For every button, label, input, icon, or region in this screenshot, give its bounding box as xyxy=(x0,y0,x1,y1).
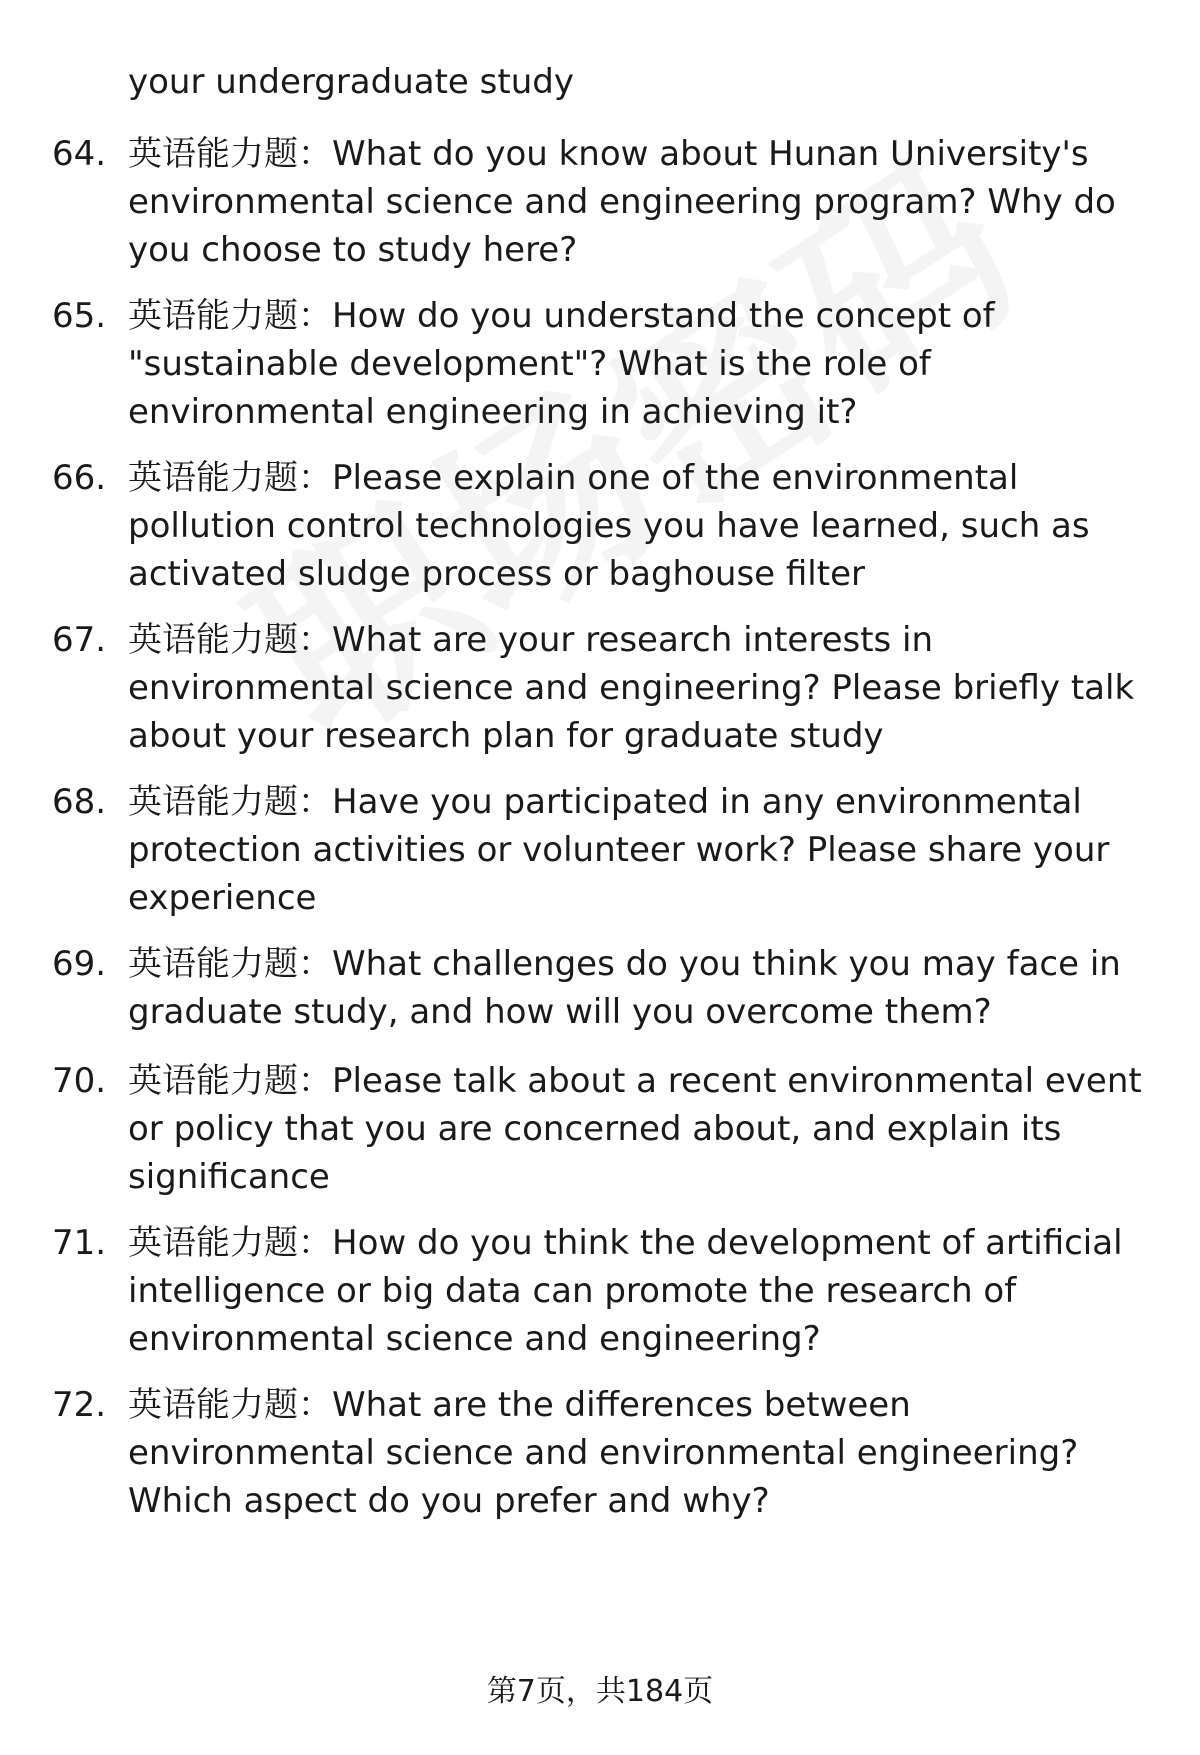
question-prefix: 英语能力题： xyxy=(128,134,332,174)
question-prefix: 英语能力题： xyxy=(128,1385,332,1425)
question-prefix: 英语能力题： xyxy=(128,620,332,660)
question-body: What are the differences between environmental science and environmental engineering? Which aspect do you prefer and why? xyxy=(128,1385,1079,1521)
question-number: 70. xyxy=(52,1061,107,1101)
question-item xyxy=(0,1381,1180,1525)
question-number: 71. xyxy=(52,1223,107,1263)
question-text xyxy=(128,130,1158,274)
page-footer: 第7页，共184页 xyxy=(486,1674,714,1709)
question-prefix: 英语能力题： xyxy=(128,1061,332,1101)
question-number: 66. xyxy=(52,458,107,498)
question-number: 65. xyxy=(52,296,107,336)
question-text xyxy=(128,1057,1158,1201)
question-text xyxy=(128,1219,1158,1363)
question-prefix: 英语能力题： xyxy=(128,944,332,984)
question-body: Please talk about a recent environmental event or policy that you are concerned about, and explain its significance xyxy=(128,1061,1142,1197)
question-text xyxy=(128,616,1158,760)
question-text xyxy=(128,940,1158,1036)
question-number: 69. xyxy=(52,944,107,984)
question-body: Please explain one of the environmental pollution control technologies you have learned, such as activated sludge process or baghouse filter xyxy=(128,458,1090,594)
lead-text: your undergraduate study xyxy=(128,62,574,102)
question-body: How do you think the development of artificial intelligence or big data can promote the research of environmental science and engineering? xyxy=(128,1223,1123,1359)
question-body: What challenges do you think you may face in graduate study, and how will you overcome them? xyxy=(128,944,1121,1032)
question-number: 67. xyxy=(52,620,107,660)
question-item xyxy=(0,454,1180,598)
question-text xyxy=(128,454,1158,598)
question-text xyxy=(128,292,1158,436)
question-number: 68. xyxy=(52,782,107,822)
question-item xyxy=(0,616,1180,760)
question-body: What do you know about Hunan University's environmental science and engineering program? Why do you choose to study here? xyxy=(128,134,1116,270)
question-item xyxy=(0,1057,1180,1201)
question-body: What are your research interests in environmental science and engineering? Please briefly talk about your research plan for graduate study xyxy=(128,620,1135,756)
question-item xyxy=(0,292,1180,436)
question-body: How do you understand the concept of "sustainable development"? What is the role of environmental engineering in achieving it? xyxy=(128,296,995,432)
question-item xyxy=(0,130,1180,274)
question-prefix: 英语能力题： xyxy=(128,458,332,498)
question-item xyxy=(0,940,1180,1036)
question-item xyxy=(0,1219,1180,1363)
question-number: 64. xyxy=(52,134,107,174)
question-prefix: 英语能力题： xyxy=(128,782,332,822)
question-body: Have you participated in any environmental protection activities or volunteer work? Please share your experience xyxy=(128,782,1110,918)
question-item xyxy=(0,778,1180,922)
question-prefix: 英语能力题： xyxy=(128,1223,332,1263)
question-text xyxy=(128,1381,1158,1525)
question-text xyxy=(128,778,1158,922)
question-prefix: 英语能力题： xyxy=(128,296,332,336)
question-number: 72. xyxy=(52,1385,107,1425)
